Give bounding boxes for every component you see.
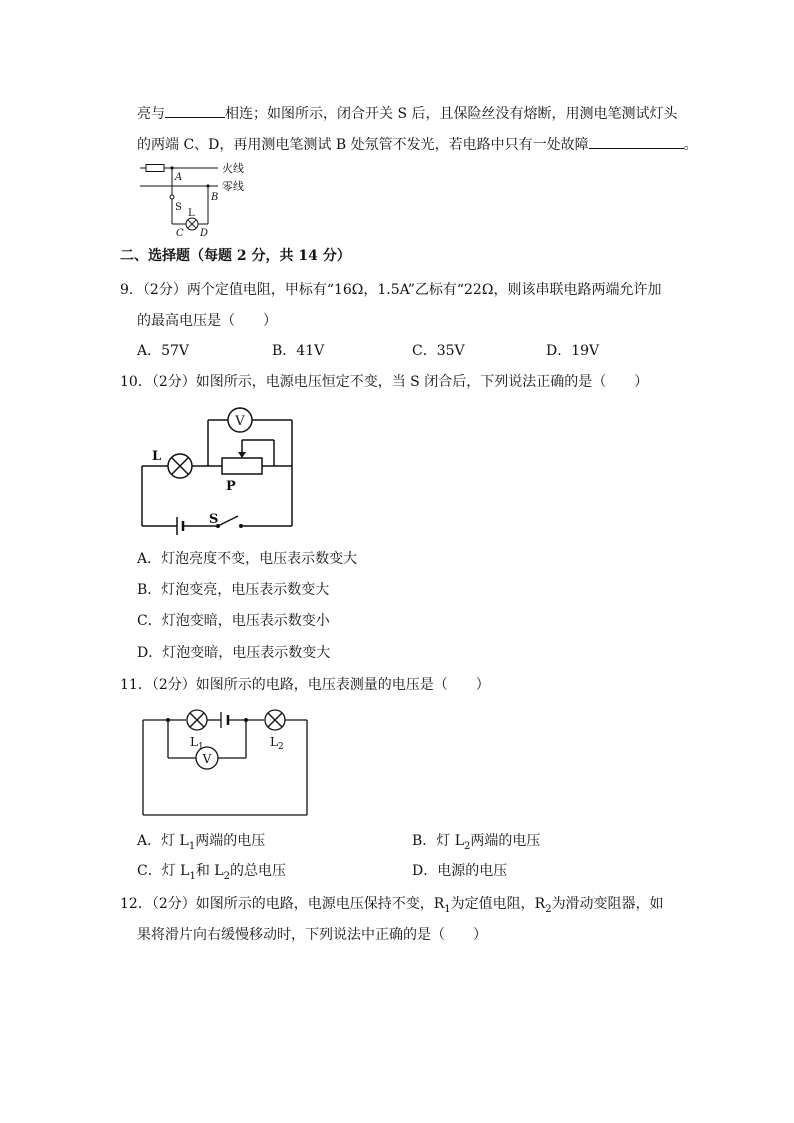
point-c-label: C xyxy=(176,228,184,238)
q9-option-b[interactable]: B．41V xyxy=(272,343,325,359)
q10-option-c[interactable]: C．灯泡变暗，电压表示数变小 xyxy=(137,613,330,629)
lamp-l2-label: $L_2$ xyxy=(270,735,284,752)
question-9-stem: 9．（2分）两个定值电阻，甲标有“16Ω，1.5A”乙标有“22Ω，则该串联电路两端允许加 xyxy=(120,282,662,298)
point-d-label: D xyxy=(200,228,209,238)
q10-option-d[interactable]: D．灯泡变暗，电压表示数变大 xyxy=(137,645,331,661)
answer-blank-1[interactable] xyxy=(165,103,225,118)
neutral-wire-label: 零线 xyxy=(222,180,244,193)
q10-option-a[interactable]: A．灯泡亮度不变，电压表示数变大 xyxy=(137,551,358,567)
rheostat-icon xyxy=(222,458,262,474)
point-a-label: A xyxy=(175,172,183,183)
section-heading: 二、选择题（每题 2 分，共 14 分） xyxy=(120,248,351,264)
rheostat-circuit-figure xyxy=(134,400,309,535)
text: 亮与 xyxy=(137,106,165,122)
voltmeter-circuit-figure xyxy=(140,705,312,820)
q11-option-d[interactable]: D．电源的电压 xyxy=(412,863,508,879)
voltmeter-label: V xyxy=(235,414,245,429)
q10-option-b[interactable]: B．灯泡变亮，电压表示数变大 xyxy=(137,582,330,598)
question-12-stem: 12．（2分）如图所示的电路，电源电压保持不变，$R_1$为定值电阻，$R_2$为滑动变阻器，如 xyxy=(120,896,664,915)
switch-icon xyxy=(218,516,238,526)
text: 的两端 C、D，再用测电笔测试 B 处氖管不发光，若电路中只有一处故障 xyxy=(137,137,589,153)
switch-icon xyxy=(170,195,174,199)
q9-option-a[interactable]: A．57V xyxy=(137,343,190,359)
question-9-stem-cont: 的最高电压是（ ） xyxy=(137,313,277,329)
continuation-line-2 xyxy=(137,134,698,155)
switch-label: S xyxy=(209,512,219,527)
point-b-label: B xyxy=(211,192,219,203)
continuation-line-1 xyxy=(137,103,678,124)
live-wire-label: 火线 xyxy=(222,162,244,175)
fuse-icon xyxy=(146,165,164,172)
answer-blank-2[interactable] xyxy=(589,134,684,149)
lamp-label: L xyxy=(188,208,195,219)
slider-label: P xyxy=(226,479,236,494)
question-12-stem-cont: 果将滑片向右缓慢移动时，下列说法中正确的是（ ） xyxy=(137,927,487,943)
q9-option-c[interactable]: C．35V xyxy=(412,343,465,359)
q11-option-c[interactable]: C．灯 $L_1$和 $L_2$的总电压 xyxy=(137,863,286,882)
question-10-stem: 10．（2分）如图所示，电源电压恒定不变，当 S 闭合后，下列说法正确的是（ ） xyxy=(120,374,649,390)
switch-label: S xyxy=(175,202,182,213)
q9-option-d[interactable]: D．19V xyxy=(546,343,600,359)
lamp-l1-label: $L_1$ xyxy=(190,735,204,752)
voltmeter-label: V xyxy=(202,752,212,766)
household-circuit-figure xyxy=(136,158,256,238)
text: 相连；如图所示，闭合开关 S 后，且保险丝没有熔断，用测电笔测试灯头 xyxy=(225,106,678,122)
question-11-stem: 11．（2分）如图所示的电路，电压表测量的电压是（ ） xyxy=(120,677,490,693)
lamp-label: L xyxy=(152,449,162,464)
q11-option-a[interactable]: A．灯 $L_1$两端的电压 xyxy=(137,833,266,852)
text: 。 xyxy=(683,137,698,153)
q11-option-b[interactable]: B．灯 $L_2$两端的电压 xyxy=(412,833,541,852)
